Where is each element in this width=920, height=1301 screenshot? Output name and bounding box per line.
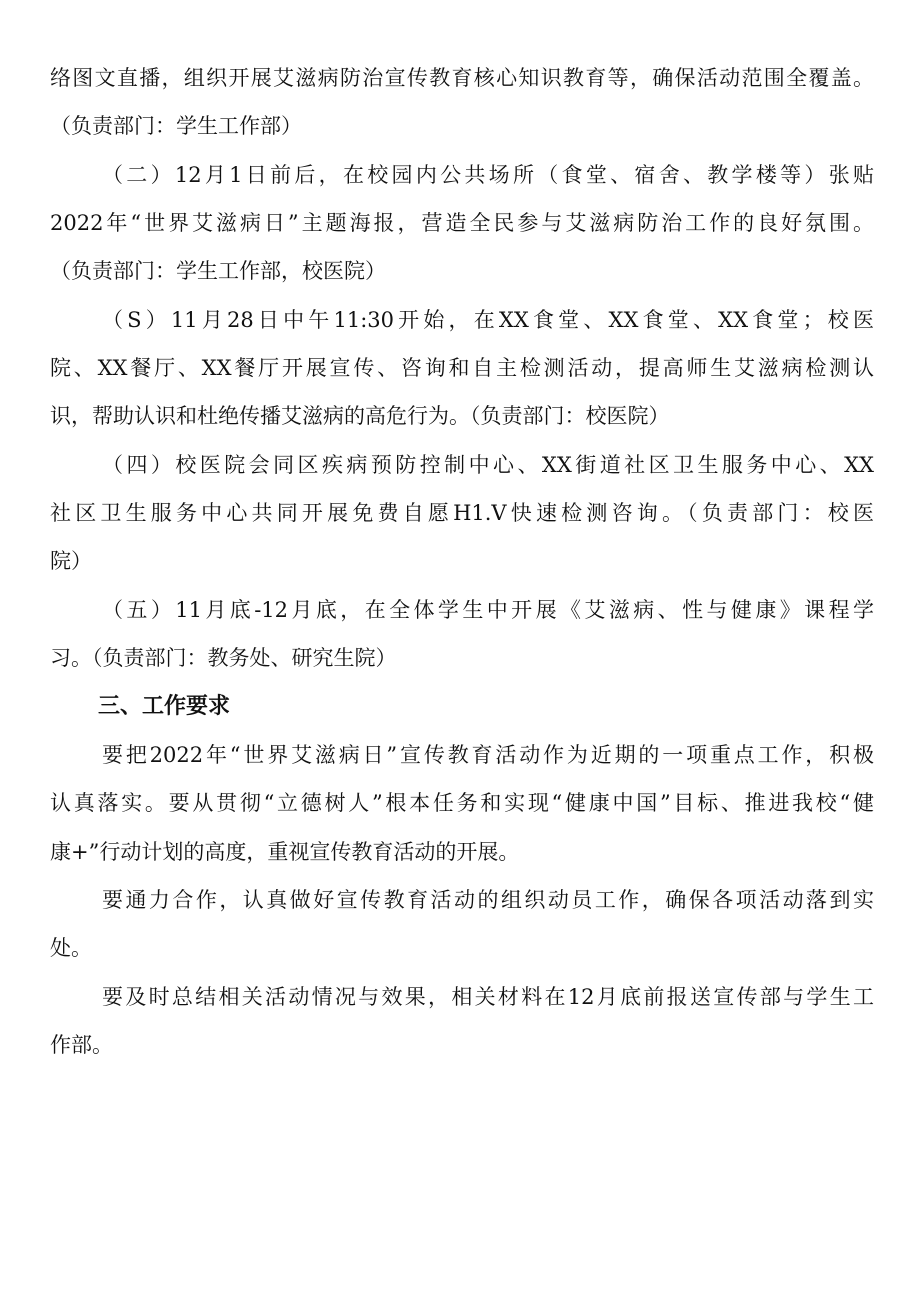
paragraph-line: 作部。 (50, 1033, 113, 1057)
paragraph-line: （四）校医院会同区疾病预防控制中心、XX街道社区卫生服务中心、XX (102, 453, 874, 477)
paragraph-line: 认真落实。要从贯彻“立德树人”根本任务和实现“健康中国”目标、推进我校“健 (50, 791, 874, 815)
paragraph-line: 院） (50, 549, 92, 573)
paragraph-line: （二）12月1日前后，在校园内公共场所（食堂、宿舍、教学楼等）张贴 (102, 163, 874, 187)
paragraph-line: （负责部门：学生工作部，校医院） (50, 259, 386, 283)
paragraph-line: （五）11月底-12月底，在全体学生中开展《艾滋病、性与健康》课程学 (102, 598, 874, 622)
paragraph-line: 院、XX餐厅、XX餐厅开展宣传、咨询和自主检测活动，提高师生艾滋病检测认 (50, 356, 874, 380)
section-heading: 三、工作要求 (98, 694, 231, 719)
paragraph-line: 习。（负责部门：教务处、研究生院） (50, 646, 397, 670)
paragraph-line: 要通力合作，认真做好宣传教育活动的组织动员工作，确保各项活动落到实 (102, 888, 874, 912)
paragraph-line: 处。 (50, 936, 92, 960)
paragraph-line: 要把2022年“世界艾滋病日”宣传教育活动作为近期的一项重点工作，积极 (102, 743, 874, 767)
paragraph-line: 2022年“世界艾滋病日”主题海报，营造全民参与艾滋病防治工作的良好氛围。 (50, 211, 874, 235)
paragraph-line: 识，帮助认识和杜绝传播艾滋病的高危行为。（负责部门：校医院） (50, 404, 670, 428)
paragraph-line: （负责部门：学生工作部） (50, 114, 302, 138)
paragraph-line: 康+”行动计划的高度，重视宣传教育活动的开展。 (50, 840, 520, 864)
paragraph-line: （S）11月28日中午11:30开始，在XX食堂、XX食堂、XX食堂；校医 (102, 308, 874, 332)
paragraph-line: 社区卫生服务中心共同开展免费自愿H1.V快速检测咨询。（负责部门：校医 (50, 501, 874, 525)
paragraph-line: 要及时总结相关活动情况与效果，相关材料在12月底前报送宣传部与学生工 (102, 985, 874, 1009)
paragraph-line: 络图文直播，组织开展艾滋病防治宣传教育核心知识教育等，确保活动范围全覆盖。 (50, 66, 874, 90)
